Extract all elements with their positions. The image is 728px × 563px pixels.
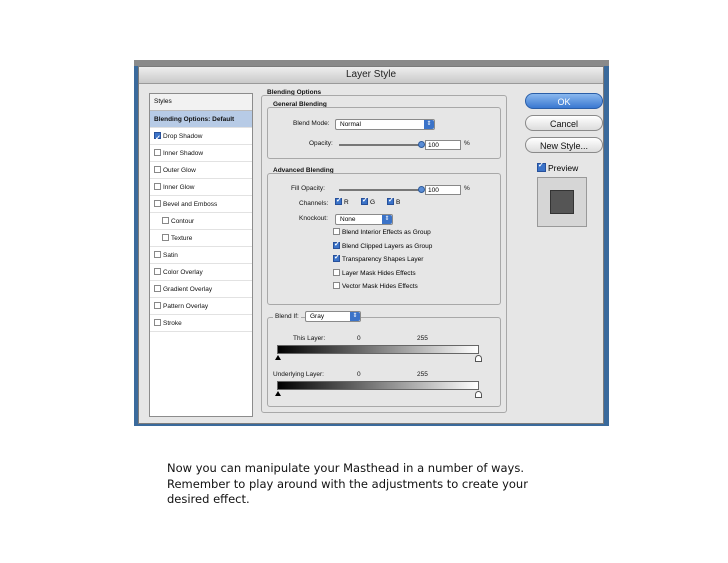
style-item-label: Blending Options: Default [154,116,235,123]
advanced-option-checkbox[interactable] [333,229,431,236]
caption-line-2: Remember to play around with the adjustments to create your [167,476,528,491]
dialog-title: Layer Style [139,67,603,84]
blend-if-group [267,317,501,407]
advanced-option-checkbox[interactable] [333,270,416,277]
blend-if-label: Blend If: [275,313,299,320]
cancel-button[interactable]: Cancel [525,115,603,131]
advanced-option-checkbox[interactable] [333,243,432,250]
advanced-option-label: Vector Mask Hides Effects [342,283,418,291]
knockout-select[interactable] [335,214,393,225]
advanced-option-label: Transparency Shapes Layer [342,256,424,264]
style-item[interactable] [150,128,252,145]
this-layer-label: This Layer: [293,335,326,342]
checkbox-checked-icon [387,198,394,205]
chevron-updown-icon: ⇕ [350,312,360,321]
fill-opacity-slider-knob[interactable] [418,186,425,193]
style-item-label: Gradient Overlay [163,286,213,293]
ok-button[interactable]: OK [525,93,603,109]
styles-list [150,111,252,332]
style-item[interactable] [150,247,252,264]
styles-header: Styles [150,94,252,111]
style-item[interactable] [150,196,252,213]
style-item-label: Contour [171,218,195,225]
opacity-slider[interactable] [339,144,421,146]
fill-opacity-slider[interactable] [339,189,421,191]
style-item[interactable] [150,264,252,281]
checkbox-icon[interactable] [154,302,161,309]
style-item[interactable] [150,230,252,247]
blending-options-panel [261,87,511,417]
checkbox-icon[interactable] [154,319,161,326]
style-item-label: Inner Glow [163,184,195,191]
opacity-slider-knob[interactable] [418,141,425,148]
opacity-input[interactable]: 100 [425,140,461,150]
underlying-layer-label: Underlying Layer: [273,371,324,378]
checkbox-icon [333,269,340,276]
advanced-blending-title: Advanced Blending [273,167,334,174]
blend-if-value: Gray [310,313,325,320]
blending-options-title: Blending Options [267,89,322,96]
advanced-option-checkbox[interactable] [333,256,423,263]
checkbox-icon[interactable] [154,149,161,156]
style-item-label: Stroke [163,320,182,327]
style-item[interactable] [150,315,252,332]
advanced-option-checkbox[interactable] [333,283,418,290]
new-style-button[interactable]: New Style... [525,137,603,153]
style-item[interactable] [150,298,252,315]
underlying-layer-black-slider[interactable] [275,391,281,396]
underlying-layer-min: 0 [357,371,361,378]
style-item-label: Inner Shadow [163,150,204,157]
advanced-option-label: Layer Mask Hides Effects [342,269,416,277]
underlying-layer-white-slider[interactable] [475,391,482,398]
opacity-unit: % [464,140,470,147]
underlying-layer-gradient[interactable] [277,381,479,390]
style-item-label: Bevel and Emboss [163,201,218,208]
advanced-option-label: Blend Interior Effects as Group [342,229,431,237]
style-item-label: Pattern Overlay [163,303,209,310]
checkbox-icon[interactable] [154,166,161,173]
checkbox-checked-icon [361,198,368,205]
channel-b-checkbox[interactable] [387,199,400,206]
style-item[interactable] [150,111,252,128]
checkbox-icon[interactable] [154,268,161,275]
underlying-layer-max: 255 [417,371,428,378]
advanced-option-label: Blend Clipped Layers as Group [342,242,433,250]
preview-thumbnail [537,177,587,227]
channel-r-label: R [344,199,349,207]
checkbox-checked-icon [537,163,546,172]
chevron-updown-icon: ⇕ [424,120,434,129]
checkbox-icon[interactable] [154,251,161,258]
style-item-label: Satin [163,252,178,259]
channel-b-label: B [396,199,401,207]
style-item[interactable] [150,281,252,298]
fill-opacity-unit: % [464,185,470,192]
layer-style-dialog [138,66,604,424]
style-item-label: Drop Shadow [163,133,203,140]
checkbox-checked-icon [333,242,340,249]
blend-mode-value: Normal [340,121,361,128]
preview-label: Preview [548,163,579,173]
channels-label: Channels: [299,200,329,207]
style-item[interactable] [150,213,252,230]
blend-if-select[interactable] [305,311,361,322]
checkbox-icon[interactable] [162,234,169,241]
this-layer-min: 0 [357,335,361,342]
screenshot [134,60,609,426]
channel-g-label: G [370,199,376,207]
checkbox-checked-icon[interactable] [154,132,161,139]
preview-checkbox[interactable] [537,163,578,173]
this-layer-max: 255 [417,335,428,342]
this-layer-white-slider[interactable] [475,355,482,362]
style-item[interactable] [150,145,252,162]
style-item[interactable] [150,162,252,179]
this-layer-gradient[interactable] [277,345,479,354]
blend-mode-label: Blend Mode: [293,120,330,127]
checkbox-checked-icon [335,198,342,205]
caption-line-1: Now you can manipulate your Masthead in a number of ways. [167,461,524,475]
style-item-label: Color Overlay [163,269,203,276]
chevron-updown-icon: ⇕ [382,215,392,224]
style-item[interactable] [150,179,252,196]
style-item-label: Outer Glow [163,167,196,174]
checkbox-icon[interactable] [154,285,161,292]
blend-mode-select[interactable] [335,119,435,130]
checkbox-icon [333,282,340,289]
style-item-label: Texture [171,235,193,242]
checkbox-icon [333,228,340,235]
caption-line-3: desired effect. [167,492,250,506]
checkbox-icon[interactable] [154,200,161,207]
knockout-label: Knockout: [299,215,328,222]
general-blending-group [267,107,501,159]
opacity-label: Opacity: [309,140,333,147]
checkbox-checked-icon [333,255,340,262]
caption [167,461,587,508]
channel-g-checkbox[interactable] [361,199,375,206]
general-blending-title: General Blending [273,101,327,108]
fill-opacity-label: Fill Opacity: [291,185,325,192]
checkbox-icon[interactable] [162,217,169,224]
preview-swatch [550,190,574,214]
knockout-value: None [340,216,356,223]
this-layer-black-slider[interactable] [275,355,281,360]
styles-panel [149,93,253,417]
channel-r-checkbox[interactable] [335,199,349,206]
checkbox-icon[interactable] [154,183,161,190]
fill-opacity-input[interactable]: 100 [425,185,461,195]
